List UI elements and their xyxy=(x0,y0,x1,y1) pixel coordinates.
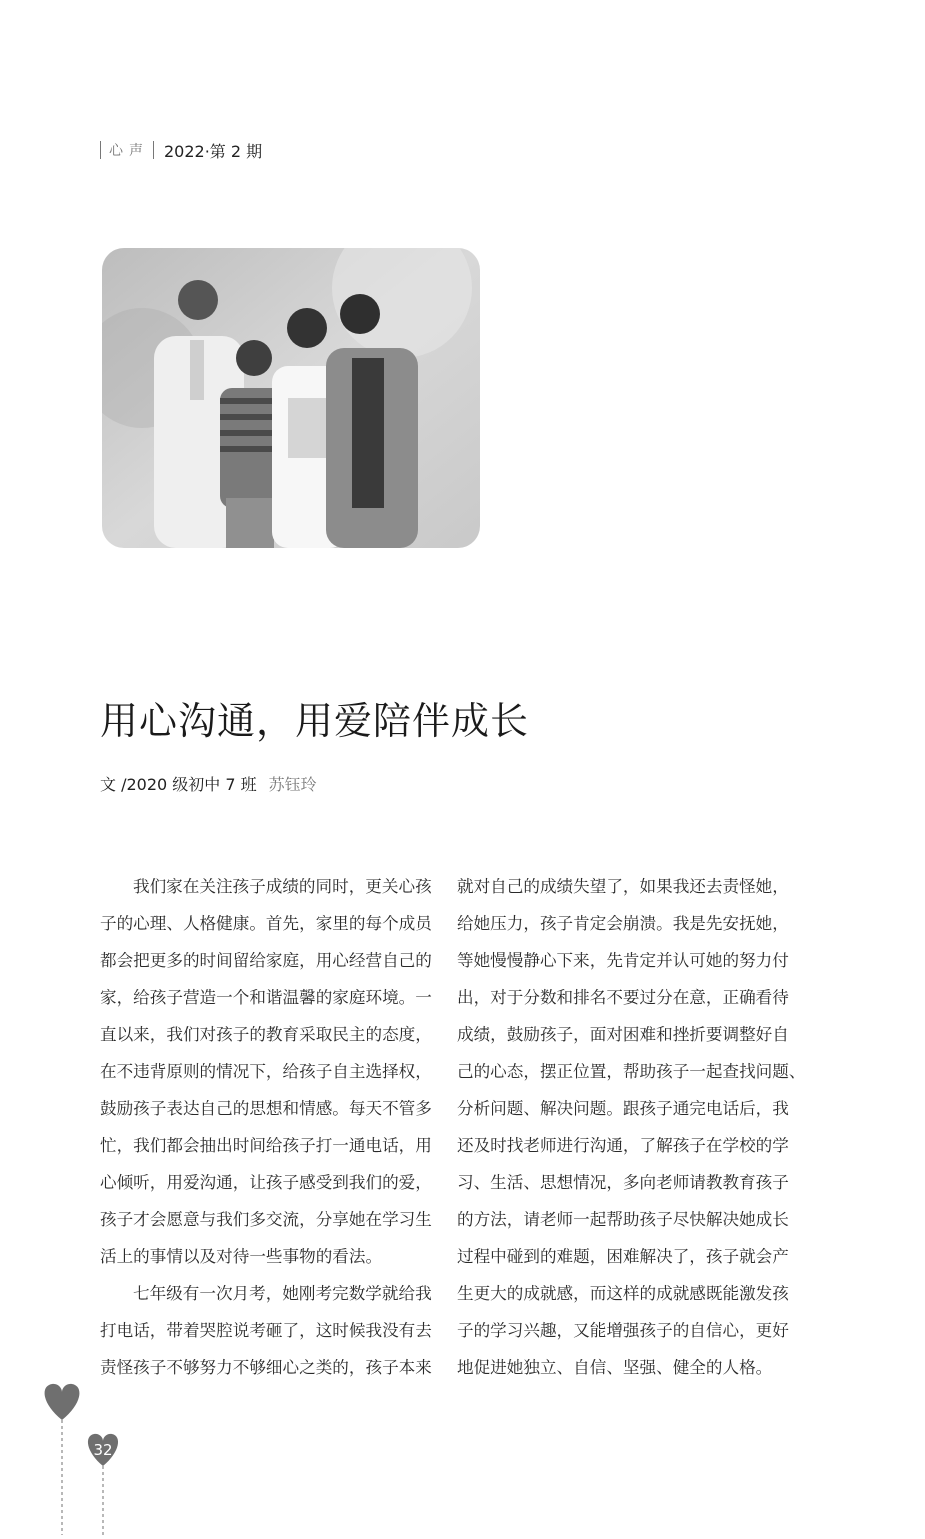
text-line: 过程中碰到的难题，困难解决了，孩子就会产 xyxy=(457,1247,789,1266)
byline-class: 文 /2020 级初中 7 班 xyxy=(100,775,257,794)
text-line: 子的心理、人格健康。首先，家里的每个成员 xyxy=(100,914,432,933)
text-line: 责怪孩子不够努力不够细心之类的，孩子本来 xyxy=(100,1358,432,1377)
text-line: 鼓励孩子表达自己的思想和情感。每天不管多 xyxy=(100,1099,432,1118)
text-line: 孩子才会愿意与我们多交流，分享她在学习生 xyxy=(100,1210,432,1229)
text-line: 打电话，带着哭腔说考砸了，这时候我没有去 xyxy=(100,1321,432,1340)
text-line: 心倾听，用爱沟通，让孩子感受到我们的爱， xyxy=(100,1173,432,1192)
body-column-left xyxy=(100,868,432,1386)
text-line: 习、生活、思想情况，多向老师请教教育孩子 xyxy=(457,1173,789,1192)
text-line: 子的学习兴趣，又能增强孩子的自信心，更好 xyxy=(457,1321,789,1340)
header-divider xyxy=(100,141,101,159)
text-line: 家，给孩子营造一个和谐温馨的家庭环境。一 xyxy=(100,988,432,1007)
text-line: 活上的事情以及对待一些事物的看法。 xyxy=(100,1247,383,1266)
text-line: 忙，我们都会抽出时间给孩子打一通电话，用 xyxy=(100,1136,432,1155)
text-line: 等她慢慢静心下来，先肯定并认可她的努力付 xyxy=(457,951,789,970)
text-line: 的方法，请老师一起帮助孩子尽快解决她成长 xyxy=(457,1210,789,1229)
text-line: 直以来，我们对孩子的教育采取民主的态度， xyxy=(100,1025,432,1044)
text-line: 还及时找老师进行沟通，了解孩子在学校的学 xyxy=(457,1136,789,1155)
text-line: 生更大的成就感，而这样的成就感既能激发孩 xyxy=(457,1284,789,1303)
byline-author: 苏钰玲 xyxy=(268,775,317,794)
text-line: 我们家在关注孩子成绩的同时，更关心孩 xyxy=(133,877,432,896)
family-photo xyxy=(102,248,480,548)
text-line: 地促进她独立、自信、坚强、健全的人格。 xyxy=(457,1358,773,1377)
text-line: 分析问题、解决问题。跟孩子通完电话后，我 xyxy=(457,1099,789,1118)
text-line: 都会把更多的时间留给家庭，用心经营自己的 xyxy=(100,951,432,970)
section-name: 心声 xyxy=(109,143,149,159)
text-line: 就对自己的成绩失望了，如果我还去责怪她， xyxy=(457,877,789,896)
text-line: 出，对于分数和排名不要过分在意，正确看待 xyxy=(457,988,789,1007)
issue-label: 2022·第 2 期 xyxy=(164,141,263,161)
text-line: 在不违背原则的情况下，给孩子自主选择权， xyxy=(100,1062,432,1081)
magazine-header xyxy=(100,138,262,162)
text-line: 七年级有一次月考，她刚考完数学就给我 xyxy=(133,1284,432,1303)
byline xyxy=(100,772,317,795)
header-divider xyxy=(153,141,154,159)
text-line: 成绩，鼓励孩子，面对困难和挫折要调整好自 xyxy=(457,1025,789,1044)
article-title: 用心沟通，用爱陪伴成长 xyxy=(100,699,530,743)
text-line: 己的心态，摆正位置，帮助孩子一起查找问题、 xyxy=(457,1062,806,1081)
heart-icon xyxy=(45,1384,80,1420)
body-column-right xyxy=(457,868,806,1386)
page-number: 32 xyxy=(93,1441,113,1459)
text-line: 给她压力，孩子肯定会崩溃。我是先安抚她， xyxy=(457,914,789,933)
